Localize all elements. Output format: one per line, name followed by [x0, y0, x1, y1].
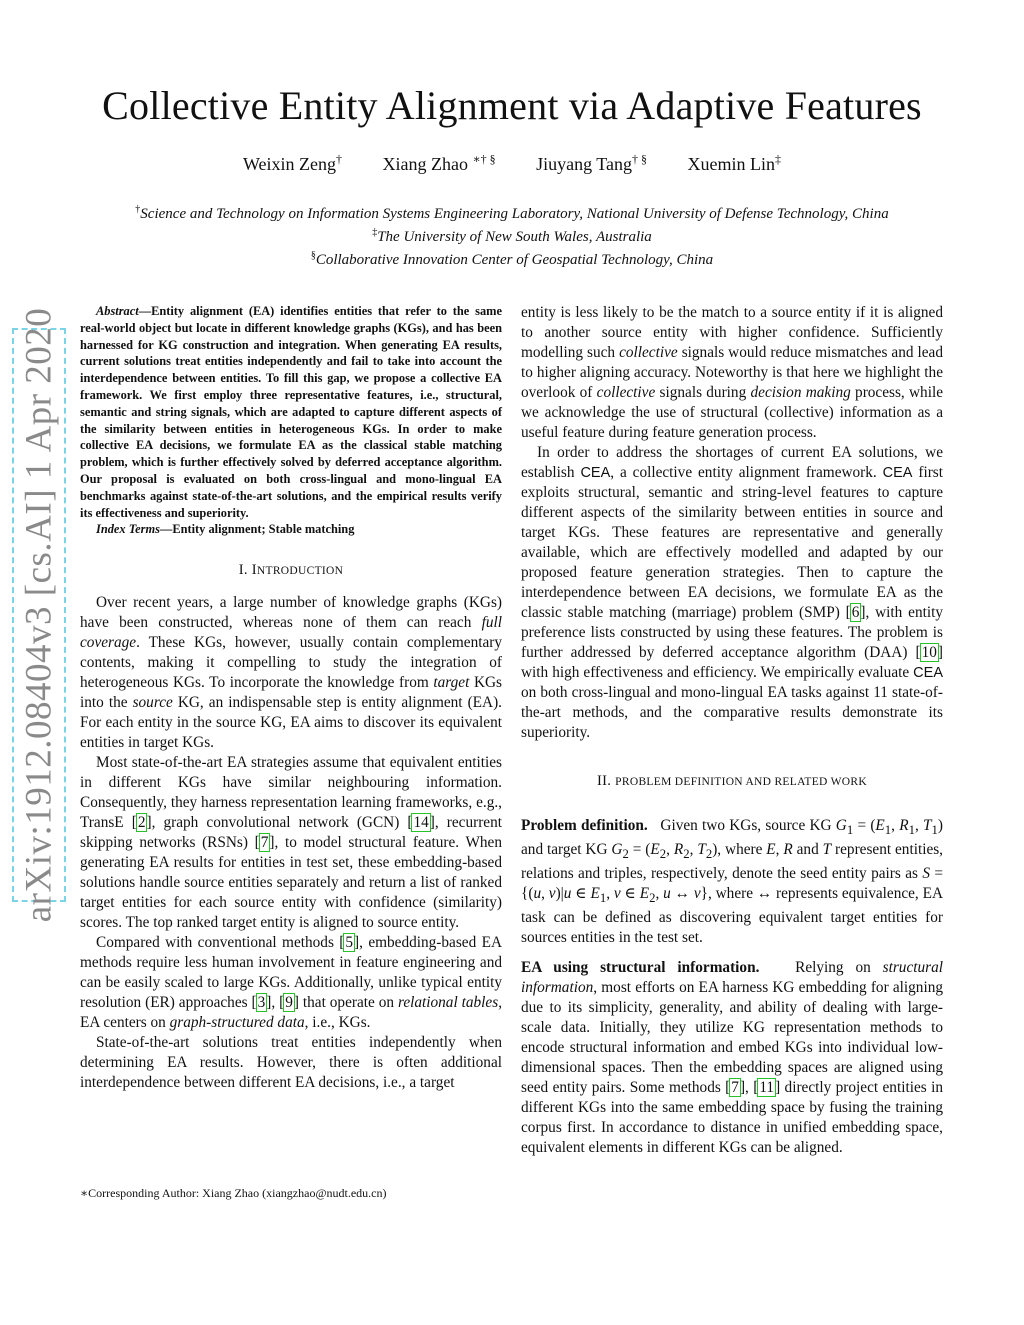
intro-paragraph-1: Over recent years, a large number of knowledge graphs (KGs) have been constructed, whereas none of them can reach full coverage. These KGs, however, usually contain complementary contents, making it compelling to study the integration of heterogeneous KGs. To incorporate the knowledge from target KGs into the source KG, an indispensable step is entity alignment (EA). For each entity in the source KG, EA aims to discover its equivalent entities in target KGs.	[80, 594, 503, 752]
right-column	[521, 303, 943, 1158]
arxiv-stamp	[14, 307, 64, 923]
intro-paragraph-4: State-of-the-art solutions treat entities independently when determining EA results. However, there is often additional interdependence between different EA decisions, i.e., a target	[80, 1034, 502, 1092]
affiliation: ‡The University of New South Wales, Australia	[372, 227, 652, 245]
paper-title: Collective Entity Alignment via Adaptive Features	[102, 83, 922, 128]
affiliation: §Collaborative Innovation Center of Geospatial Technology, China	[310, 250, 714, 268]
intro-paragraph-4-cont: entity is less likely to be the match to a source entity if it is aligned to another source entity with higher confidence. Sufficiently modelling such collective signals would reduce mismatches and lead to higher aligning accuracy. Noteworthy is that here we highlight the overlook of collective signals during decision making process, while we acknowledge the use of structural (collective) information as a useful feature during feature generation process.	[521, 304, 943, 441]
citation-link[interactable]: 5	[345, 934, 354, 952]
citation-link[interactable]: 3	[257, 994, 266, 1012]
citation-link[interactable]: 7	[731, 1079, 739, 1097]
footnote: ∗Corresponding Author: Xiang Zhao (xiangzhao@nudt.edu.cn)	[80, 1186, 387, 1200]
intro-paragraph-3: Compared with conventional methods [5], embedding-based EA methods require less human involvement in feature engineering and can be easily scaled to large KGs. Additionally, unlike typical entity resolution (ER) approaches [3], [9] that operate on relational tables, EA centers on graph-structured data, i.e., KGs.	[80, 934, 503, 1032]
author: Jiuyang Tang† §	[536, 152, 648, 174]
structural-information-paragraph: EA using structural information. Relying on structural information, most efforts on EA harness KG embedding for aligning due to its simplicity, generality, and ability of dealing with large-scale data. Initially, they utilize KG representation methods to encode structural information and embed KGs into individual low-dimensional spaces. Then the embedding spaces are aligned using seed entity pairs. Some methods [7], [11] directly project entities in different KGs into the same embedding space by fusing the training corpus first. In accordance to distance in unified embedding space, equivalent elements in different KGs can be aligned.	[521, 959, 943, 1157]
author: Xuemin Lin‡	[687, 152, 782, 174]
author: Xiang Zhao ∗† §	[382, 152, 496, 174]
citation-link[interactable]: 7	[260, 834, 269, 852]
section-heading-problem-definition: II. PROBLEM DEFINITION AND RELATED WORK	[597, 773, 867, 789]
author-list	[0, 152, 1024, 175]
citation-link[interactable]: 2	[137, 814, 146, 832]
index-terms: Index Terms—Entity alignment; Stable matching	[96, 522, 355, 537]
section-heading-introduction: I. INTRODUCTION	[238, 562, 344, 579]
author: Weixin Zeng†	[242, 152, 342, 174]
intro-paragraph-5: In order to address the shortages of current EA solutions, we establish CEA, a collective entity alignment framework. CEA first exploits structural, semantic and string-level features to capture different aspects of the similarity between entities in source and target KGs. These features are representative and generally available, which are effectively modelled and adapted by our proposed feature generation strategies. Then to capture the interdependence between EA decisions, we formulate EA as the classic stable matching (marriage) problem (SMP) [6], with entity preference lists constructed by using these features. The problem is further addressed by deferred acceptance algorithm (DAA) [10] with high effectiveness and efficiency. We empirically evaluate CEA on both cross-lingual and mono-lingual EA tasks against 11 state-of-the-art methods, and the comparative results demonstrate its superiority.	[521, 444, 944, 741]
citation-link[interactable]: 9	[285, 994, 293, 1012]
citation-link[interactable]: 11	[759, 1079, 775, 1097]
intro-paragraph-2: Most state-of-the-art EA strategies assume that equivalent entities in different KGs have similar neighbouring information. Consequently, they harness representation learning frameworks, e.g., TransE [2], graph convolutional network (GCN) [14], recurrent skipping networks (RSNs) [7], to model structural feature. When generating EA results for entities in test set, these embedding-based solutions handle source entities separately and return a list of ranked target entities for each source entity with confidence (similarity) scores. The top ranked target entity is aligned to source entity.	[80, 754, 502, 932]
problem-definition-paragraph: Problem definition. Given two KGs, source KG $G_1 = (E_1$, $R_1$, $T_1$) and target KG $G_2 = (E_2$, $R_2$, $T_2$), where E, R and T represent entities, relations and triples, respectively, denote the seed entity pairs as S = {(u, v)|u ∈ $E_1$, v ∈ $E_2$, u ↔ v}, where ↔ represents equivalence, EA task can be defined as discovering equivalent target entities for sources entities in the test set.	[521, 817, 944, 947]
affiliation: †Science and Technology on Information Systems Engineering Laboratory, National University of Defense Technology, China	[135, 204, 889, 222]
citation-link[interactable]: 6	[851, 604, 860, 621]
left-column	[80, 303, 502, 1093]
citation-link[interactable]: 10	[921, 644, 937, 661]
citation-link[interactable]: 14	[413, 814, 429, 832]
abstract: Abstract—Entity alignment (EA) identifies entities that refer to the same real-world object but locate in different knowledge graphs (KGs), and has been harnessed for KG construction and integration. When generating EA results, current solutions treat entities independently and fail to take into account the interdependence between entities. To fill this gap, we propose a collective EA framework. We first employ three representative features, i.e., structural, semantic and string signals, which are adapted to capture different aspects of the similarity between entities in heterogeneous KGs. In order to make collective EA decisions, we formulate EA as the classical stable matching problem, which is further effectively solved by deferred acceptance algorithm. Our proposal is evaluated on both cross-lingual and mono-lingual EA benchmarks against state-of-the-art solutions, and the empirical results verify its effectiveness and superiority.	[80, 304, 502, 520]
arxiv-stamp-text: arXiv:1912.08404v3 [cs.AI] 1 Apr 2020	[18, 307, 60, 923]
